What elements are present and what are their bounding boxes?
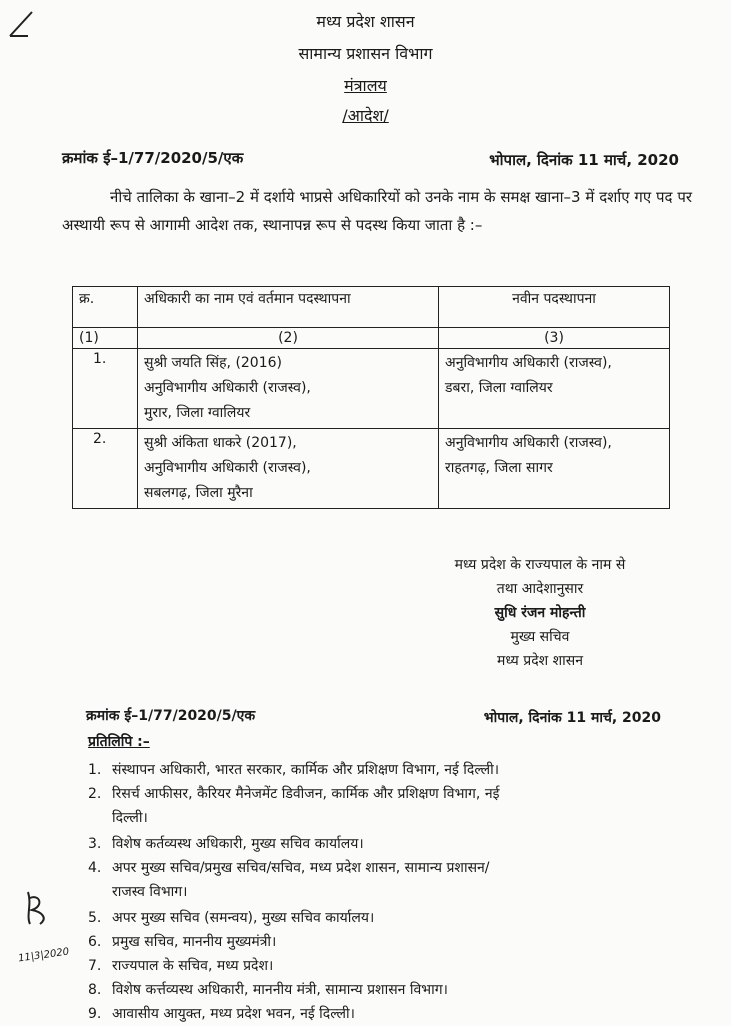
- table-header-row: [73, 287, 670, 328]
- row-sno: 2.: [73, 429, 138, 509]
- department-heading: सामान्य प्रशासन विभाग: [298, 44, 433, 63]
- new-post-title: अनुविभागीय अधिकारी (राजस्व),: [445, 435, 612, 451]
- new-post-place: राहतगढ़, जिला सागर: [445, 460, 553, 476]
- row-sno: 1.: [73, 349, 138, 429]
- signature-block: [380, 553, 700, 673]
- handwritten-initials-icon: [18, 888, 68, 928]
- order-number: क्रमांक ई–1/77/2020/5/एक: [62, 149, 244, 167]
- list-item: 3. विशेष कर्तव्यस्थ अधिकारी, मुख्य सचिव कार्यालय।: [88, 836, 364, 852]
- list-item: 1. संस्थापन अधिकारी, भारत सरकार, कार्मिक और प्रशिक्षण विभाग, नई दिल्ली।: [88, 762, 500, 778]
- row-officer: [138, 349, 439, 429]
- officer-place: मुरार, जिला ग्वालियर: [144, 405, 251, 421]
- copy-heading: प्रतिलिपि :–: [88, 734, 150, 750]
- posting-table: [72, 286, 670, 509]
- officer-post: अनुविभागीय अधिकारी (राजस्व),: [144, 460, 311, 476]
- list-item: 2. रिसर्च आफीसर, कैरियर मैनेजमेंट डिवीजन, कार्मिक और प्रशिक्षण विभाग, नई दिल्ली।: [88, 786, 500, 826]
- signatory-designation: मुख्य सचिव: [510, 629, 570, 645]
- list-item: 8. विशेष कर्त्तव्यस्थ अधिकारी, माननीय मंत्री, सामान्य प्रशासन विभाग।: [88, 982, 448, 998]
- list-item: 9. आवासीय आयुक्त, मध्य प्रदेश भवन, नई दिल्ली।: [88, 1006, 355, 1022]
- handwritten-date: 11|3|2020: [17, 946, 70, 965]
- order-heading: /आदेश/: [342, 106, 389, 125]
- copy-number: क्रमांक ई–1/77/2020/5/एक: [86, 708, 256, 724]
- officer-post: अनुविभागीय अधिकारी (राजस्व),: [144, 380, 311, 396]
- copy-date: भोपाल, दिनांक 11 मार्च, 2020: [483, 710, 661, 726]
- col-num: (3): [439, 328, 670, 349]
- col-header-sno: क्र.: [73, 287, 138, 328]
- list-item: 4. अपर मुख्य सचिव/प्रमुख सचिव/सचिव, मध्य प्रदेश शासन, सामान्य प्रशासन/ राजस्व विभाग।: [88, 860, 490, 900]
- row-new-post: [439, 429, 670, 509]
- order-date: भोपाल, दिनांक 11 मार्च, 2020: [489, 151, 679, 169]
- signature-line1: मध्य प्रदेश के राज्यपाल के नाम से: [454, 557, 626, 573]
- col-header-new-post: नवीन पदस्थापना: [439, 287, 670, 328]
- table-row: [73, 429, 670, 509]
- col-num: (2): [138, 328, 439, 349]
- col-num: (1): [73, 328, 138, 349]
- list-item: 7. राज्यपाल के सचिव, मध्य प्रदेश।: [88, 958, 274, 974]
- officer-place: सबलगढ़, जिला मुरैना: [144, 485, 253, 501]
- table-colnum-row: [73, 328, 670, 349]
- ministry-heading: मंत्रालय: [344, 76, 387, 95]
- order-body: नीचे तालिका के खाना–2 में दर्शाये भाप्रसे अधिकारियों को उनके नाम के समक्ष खाना–3 में दर्शाए गए पद पर अस्थायी रूप से आगामी आदेश तक, स्थानापन्न रूप से पदस्थ किया जाता है :–: [62, 188, 692, 234]
- row-officer: [138, 429, 439, 509]
- signatory-office: मध्य प्रदेश शासन: [497, 653, 583, 669]
- signature-line2: तथा आदेशानुसार: [496, 581, 584, 597]
- govt-heading: मध्य प्रदेश शासन: [316, 12, 415, 31]
- signatory-name: सुधि रंजन मोहन्ती: [494, 605, 586, 621]
- officer-name: सुश्री अंकिता धाकरे (2017),: [144, 435, 297, 451]
- col-header-officer: अधिकारी का नाम एवं वर्तमान पदस्थापना: [138, 287, 439, 328]
- list-item: 5. अपर मुख्य सचिव (समन्वय), मुख्य सचिव कार्यालय।: [88, 910, 375, 926]
- table-row: [73, 349, 670, 429]
- new-post-place: डबरा, जिला ग्वालियर: [445, 380, 553, 396]
- new-post-title: अनुविभागीय अधिकारी (राजस्व),: [445, 355, 612, 371]
- list-item: 6. प्रमुख सचिव, माननीय मुख्यमंत्री।: [88, 934, 277, 950]
- officer-name: सुश्री जयति सिंह, (2016): [144, 355, 282, 371]
- row-new-post: [439, 349, 670, 429]
